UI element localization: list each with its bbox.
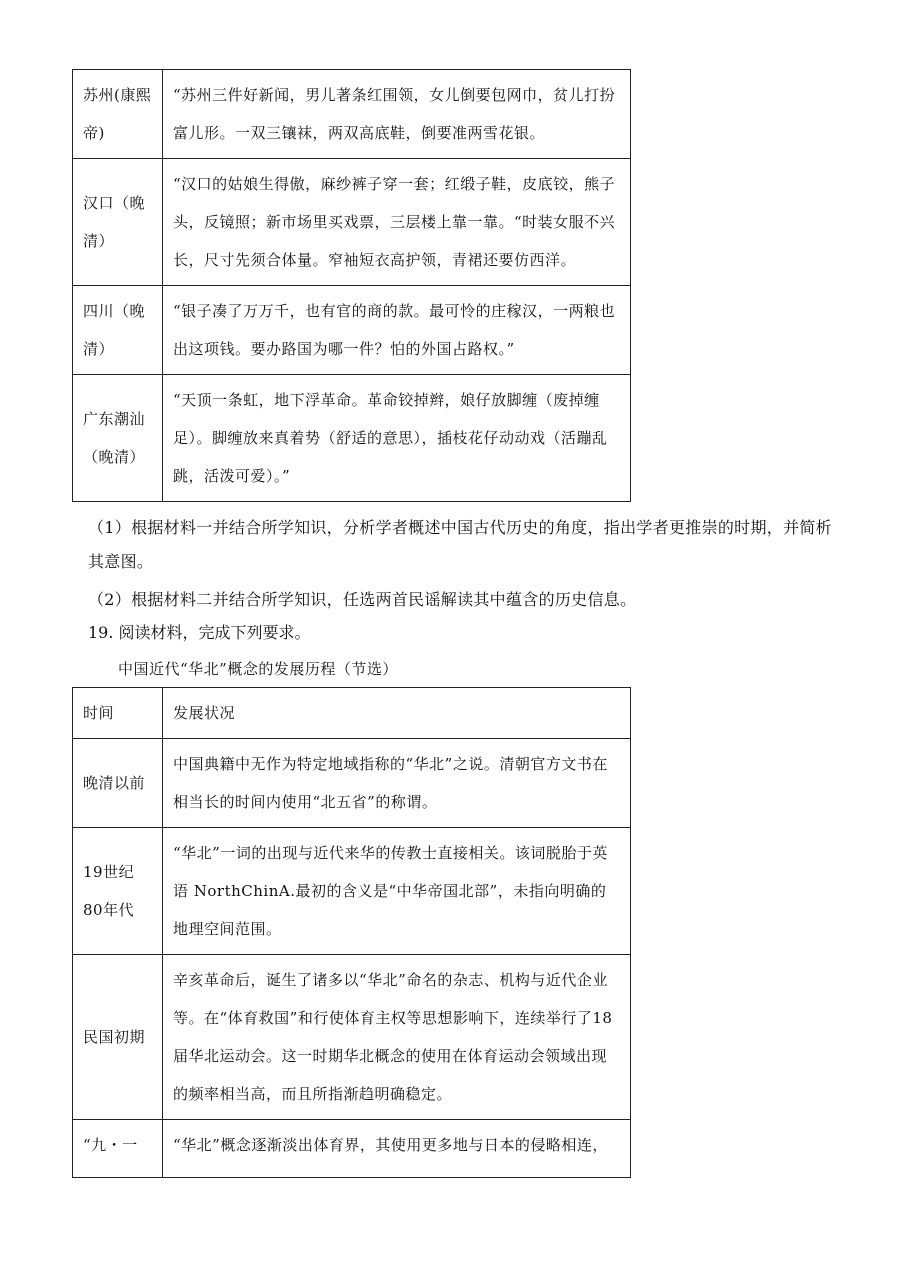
table-caption: 中国近代“华北”概念的发展历程（节选） <box>118 660 398 678</box>
song-cell: “天顶一条虹，地下浮革命。革命铰掉辫，娘仔放脚缠（废掉缠足）。脚缠放来真着势（舒适的意思），插枝花仔动动戏（活蹦乱跳，活泼可爱）。” <box>163 375 631 502</box>
status-cell: “华北”概念逐渐淡出体育界，其使用更多地与日本的侵略相连， <box>163 1120 631 1178</box>
table-row <box>73 1120 631 1178</box>
table-row <box>73 375 631 502</box>
region-cell: 汉口（晚清） <box>73 159 163 286</box>
table-row <box>73 828 631 955</box>
status-cell: “华北”一词的出现与近代来华的传教士直接相关。该词脱胎于英语 NorthChinA.最初的含义是“中华帝国北部”，未指向明确的地理空间范围。 <box>163 828 631 955</box>
period-cell: 晚清以前 <box>73 739 163 828</box>
song-cell: “银子凑了万万千，也有官的商的款。最可怜的庄稼汉，一两粮也出这项钱。要办路国为哪一件？怕的外国占路权。” <box>163 286 631 375</box>
huabei-concept-table <box>72 687 631 1178</box>
question-1: （1）根据材料一并结合所学知识，分析学者概述中国古代历史的角度，指出学者更推崇的时期，并简析其意图。 <box>88 518 832 571</box>
question-19: 19. 阅读材料，完成下列要求。 <box>88 623 311 642</box>
header-time: 时间 <box>73 688 163 739</box>
period-cell: 19世纪80年代 <box>73 828 163 955</box>
region-cell: 苏州(康熙帝) <box>73 70 163 159</box>
song-cell: “汉口的姑娘生得傲，麻纱裤子穿一套；红缎子鞋，皮底铰，熊子头，反镜照；新市场里买戏票，三层楼上靠一靠。“时装女服不兴长，尺寸先须合体量。窄袖短衣高护领，青裙还要仿西洋。 <box>163 159 631 286</box>
status-cell: 中国典籍中无作为特定地域指称的“华北”之说。清朝官方文书在相当长的时间内使用“北五省”的称谓。 <box>163 739 631 828</box>
region-cell: 广东潮汕（晚清） <box>73 375 163 502</box>
header-status: 发展状况 <box>163 688 631 739</box>
period-cell: “九・一 <box>73 1120 163 1178</box>
table-row <box>73 159 631 286</box>
question-2: （2）根据材料二并结合所学知识，任选两首民谣解读其中蕴含的历史信息。 <box>88 590 637 609</box>
table-row <box>73 955 631 1120</box>
song-cell: “苏州三件好新闻，男儿著条红围领，女儿倒要包网巾，贫儿打扮富儿形。一双三镶袜，两双高底鞋，倒要准两雪花银。 <box>163 70 631 159</box>
folk-song-table <box>72 69 631 502</box>
status-cell: 辛亥革命后，诞生了诸多以“华北”命名的杂志、机构与近代企业等。在“体育救国”和行使体育主权等思想影响下，连续举行了18届华北运动会。这一时期华北概念的使用在体育运动会领域出现的频率相当高，而且所指渐趋明确稳定。 <box>163 955 631 1120</box>
table-row <box>73 70 631 159</box>
table-row <box>73 286 631 375</box>
region-cell: 四川（晚清） <box>73 286 163 375</box>
table-header-row <box>73 688 631 739</box>
table-row <box>73 739 631 828</box>
period-cell: 民国初期 <box>73 955 163 1120</box>
